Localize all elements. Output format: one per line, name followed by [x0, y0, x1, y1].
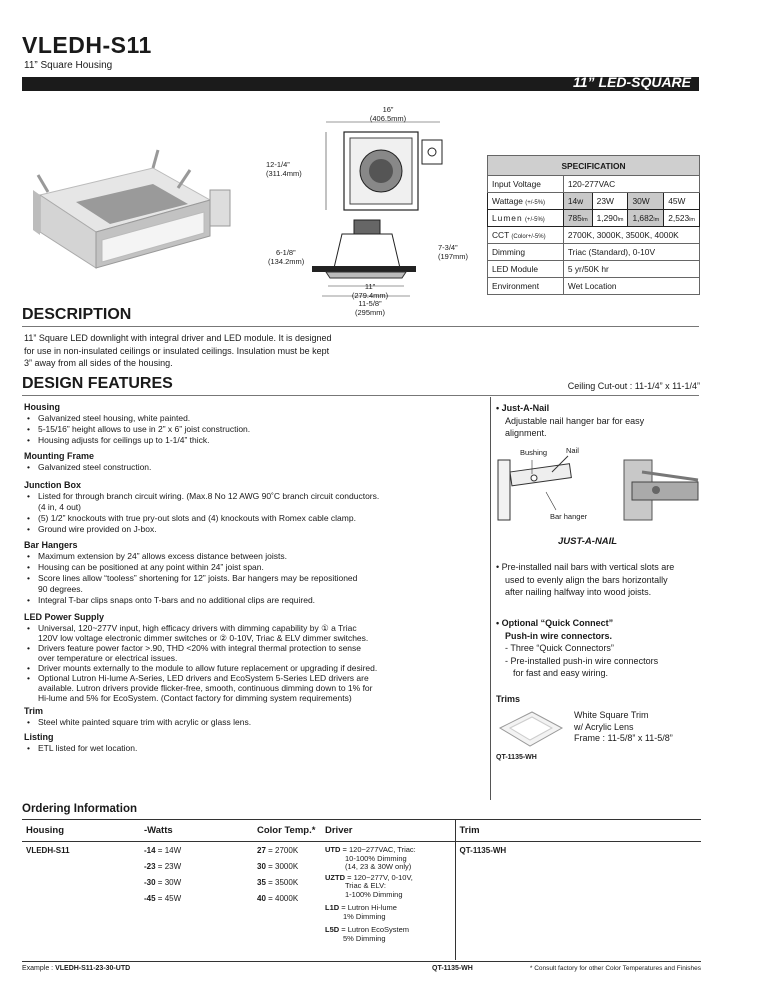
spec-lumen-row: Lumen (+/-5%) 785lm 1,290lm 1,682lm 2,523lm [488, 210, 700, 227]
trim-image [496, 706, 566, 752]
order-housing: VLEDH-S11 [26, 846, 70, 855]
order-drivers: UTD = 120~277VAC, Triac: 10-100% Dimming (14, 23 & 30W only) UZTD = 120~277V, 0-10V, Triac & ELV: 1-100% Dimming L1D = Lutron Hi-lume 1% Dimming L5D = Lutron EcoSystem 5% Dimming [325, 845, 416, 943]
col-driver: Driver [321, 820, 455, 842]
bushing-label: Bushing [520, 448, 548, 457]
ordering-heading: Ordering Information [22, 803, 137, 815]
housing-photo [28, 140, 238, 300]
product-model: VLEDH-S11 [22, 32, 152, 58]
just-a-nail-block: • Just-A-Nail Adjustable nail hanger bar for easy alignment. [496, 403, 645, 438]
product-subtitle: 11” Square Housing [24, 60, 113, 71]
ordering-table [22, 819, 701, 960]
description-heading: DESCRIPTION [22, 306, 132, 323]
dim-top-height: 12-1/4” (311.4mm) [266, 160, 302, 178]
spec-wattage-row: Wattage (+/-5%) 14w 23W 30W 45W [488, 193, 700, 210]
features-rule [22, 395, 699, 396]
nail-label: Nail [566, 446, 579, 455]
order-example: Example : VLEDH-S11-23-30-UTD [22, 965, 131, 972]
trims-title: Trims [496, 694, 521, 704]
preinstalled-block: • Pre-installed nail bars with vertical slots are used to evenly align the bars horizontally after nailing halfway into wood joists. [496, 562, 675, 597]
col-watts: -Watts [140, 820, 253, 842]
dim-side-left: 6-1/8” (134.2mm) [268, 248, 305, 266]
order-example-trim: QT-1135-WH [432, 965, 473, 972]
ordering-bottom-rule [22, 961, 701, 962]
trim-code: QT-1135-WH [496, 754, 537, 761]
title-band [22, 74, 699, 91]
dim-side-right: 7-3/4” (197mm) [438, 243, 469, 261]
description-text: 11” Square LED downlight with integral driver and LED module. It is designed for use in non-insulated ceilings or insulated ceilings. Insulation must be kept 3” away from all sides of the housing. [24, 333, 332, 368]
col-housing: Housing [22, 820, 140, 842]
order-watts: -14 = 14W -23 = 23W -30 = 30W -45 = 45W [144, 846, 182, 903]
col-trim: Trim [455, 820, 701, 842]
ceiling-cutout: Ceiling Cut-out : 11-1/4” x 11-1/4” [567, 381, 700, 391]
dim-top-width: 16” (406.5mm) [369, 105, 407, 123]
description-rule [22, 326, 699, 327]
specification-table: SPECIFICATION Input Voltage 120-277VAC Wattage (+/-5%) 14w 23W 30W 45W Lumen (+/-5%) 785lm 1,290lm 1,682lm 2,523lm CCT (Color+/-5%) 2700K, 3000K, 3500K, 4000K Dimming Triac (Standard), 0-10V LED Module 5 yr/50K hr Environment Wet Location [487, 155, 700, 295]
col-color-temp: Color Temp.* [253, 820, 321, 842]
spec-title: SPECIFICATION [488, 156, 700, 176]
dim-bottom: 11” (279.4mm) 11-5/8” (295mm) [351, 282, 389, 317]
top-view-drawing [316, 118, 456, 218]
band-label: 11” LED-SQUARE [573, 74, 691, 90]
order-trim: QT-1135-WH [459, 846, 507, 855]
quick-connect-block: • Optional “Quick Connect” Push-in wire connectors. - Three “Quick Connectors” - Pre-installed push-in wire connectors for fast and easy wiring. [496, 618, 659, 678]
features-heading: DESIGN FEATURES [22, 375, 173, 392]
column-divider [490, 397, 491, 800]
order-footnote: * Consult factory for other Color Temperatures and Finishes [529, 965, 701, 972]
bar-hanger-label: Bar hanger [550, 512, 588, 521]
features-list: Housing • Galvanized steel housing, white painted. • 5-15/16” height allows to use in 2” x 6” joist construction. • Housing adjusts for ceilings up to 1-1/4” thick. Mounting Frame • Galvanized steel construction. Junction Box • Listed for through branch circuit wiring. (Max.8 No 12 AWG 90˚C branch circuit conductors. (4 in, 4 out) • (5) 1/2” knockouts with true pry-out slots and (4) knockouts with Romex cable clamp. • Ground wire provided on J-box. Bar Hangers • Maximum extension by 24” allows excess distance between joists. • Housing can be positioned at any point within 24” joist span. • Score lines allow “tooless” shortening for 12” joists. Bar hangers may be repositioned 90 degrees. • Integral T-bar clips snaps onto T-bars and no additional clips are required. LED Power Supply • Universal, 120~277V input, high efficacy drivers with dimming capability by ① a Triac 120V low voltage electronic dimmer switches or ② 0-10V, Triac & ELV dimmer switches. • Drivers feature power factor >.90, THD <20% with integral thermal protection to sense over temperature or electrical issues. • Driver mounts externally to the module to allow future replacement or upgrading if desired. • Optional Lutron Hi-lume A-Series, LED drivers and EcoSystem 5-Series LED drivers are available. Lutron drivers provide flicker-free, smooth, continuous dimming down to 1% for Hi-lume and 5% for EcoSystem. (Contact factory for dimming system requirements) Trim • Steel white painted square trim with acrylic or glass lens. Listing • ETL listed for wet location. [24, 399, 486, 754]
order-temps: 27 = 2700K 30 = 3000K 35 = 3500K 40 = 4000K [257, 846, 299, 903]
just-a-nail-caption: JUST-A-NAIL [558, 536, 618, 547]
trim-description: White Square Trim w/ Acrylic Lens Frame : 11-5/8” x 11-5/8” [574, 710, 673, 743]
